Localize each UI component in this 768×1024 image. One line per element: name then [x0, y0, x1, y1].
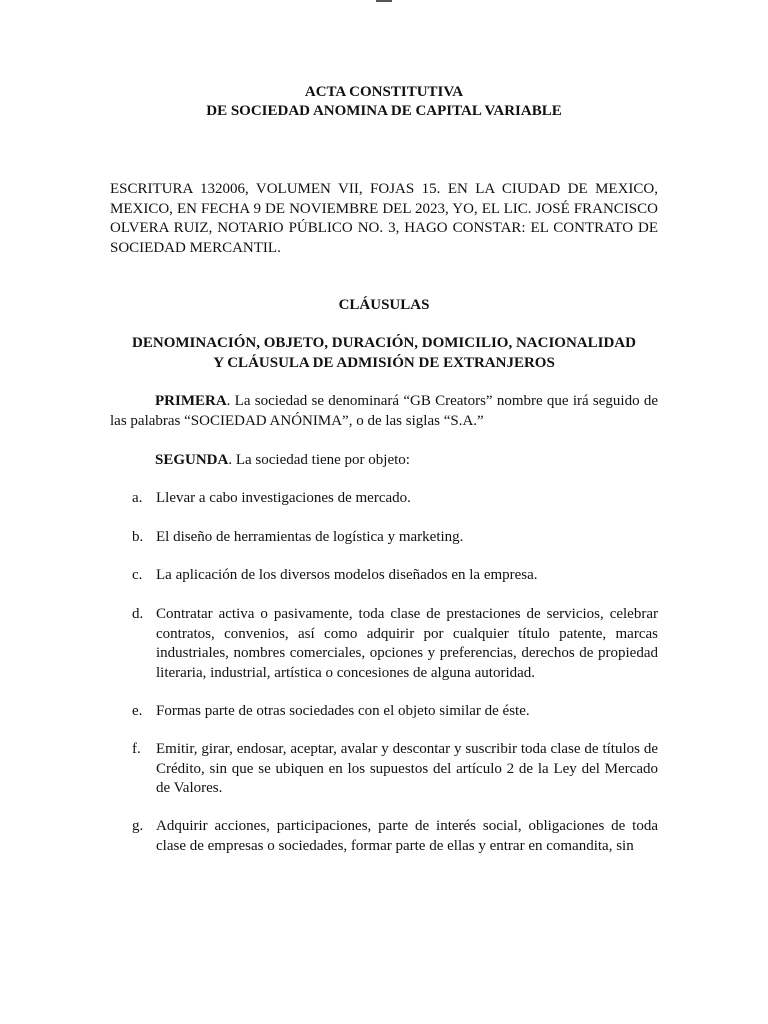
clause-segunda-label: SEGUNDA	[155, 452, 229, 468]
list-item	[110, 528, 658, 548]
document-title	[0, 83, 768, 121]
list-marker: c.	[132, 567, 143, 583]
intro-paragraph: ESCRITURA 132006, VOLUMEN VII, FOJAS 15. EN LA CIUDAD DE MEXICO, MEXICO, EN FECHA 9 DE NOVIEMBRE DEL 2023, YO, EL LIC. JOSÉ FRANCISCO OLVERA RUIZ, NOTARIO PÚBLICO NO. 3, HAGO CONSTAR: EL CONTRATO DE SOCIEDAD MERCANTIL.	[110, 181, 658, 256]
clause-primera-label: PRIMERA	[155, 393, 227, 409]
list-item	[110, 702, 658, 722]
clause-segunda	[110, 451, 658, 471]
list-item-text: Llevar a cabo investigaciones de mercado.	[156, 490, 411, 506]
list-item-text: Emitir, girar, endosar, aceptar, avalar y descontar y suscribir toda clase de títulos de Crédito, sin que se ubiquen en los supuestos del artículo 2 de la Ley del Mercado de Valores.	[156, 741, 658, 796]
list-item	[110, 740, 658, 799]
list-item-text: Adquirir acciones, participaciones, parte de interés social, obligaciones de toda clase de empresas o sociedades, formar parte de ellas y entrar en comandita, sin	[156, 818, 658, 854]
list-marker: e.	[132, 703, 143, 719]
clause-primera-text: . La sociedad se denominará “GB Creators” nombre que irá seguido de las palabras “SOCIEDAD ANÓNIMA”, o de las siglas “S.A.”	[110, 393, 658, 429]
list-marker: a.	[132, 490, 143, 506]
section-heading-line-2: Y CLÁUSULA DE ADMISIÓN DE EXTRANJEROS	[213, 354, 555, 371]
list-marker: g.	[132, 818, 144, 834]
section-heading-line-1: DENOMINACIÓN, OBJETO, DURACIÓN, DOMICILIO, NACIONALIDAD	[132, 335, 636, 351]
list-item-text: La aplicación de los diversos modelos diseñados en la empresa.	[156, 567, 538, 583]
list-item-text: Contratar activa o pasivamente, toda clase de prestaciones de servicios, celebrar contratos, convenios, así como adquirir por cualquier título patente, marcas industriales, nombres comerciales, opciones y preferencias, derechos de propiedad literaria, industrial, artística o concesiones de alguna autoridad.	[156, 606, 658, 681]
clause-segunda-text: . La sociedad tiene por objeto:	[228, 452, 410, 468]
list-item-text: El diseño de herramientas de logística y marketing.	[156, 529, 464, 545]
list-marker: b.	[132, 529, 144, 545]
clausulas-heading: CLÁUSULAS	[338, 297, 430, 313]
clause-primera	[110, 392, 658, 431]
list-item	[110, 566, 658, 586]
list-item-text: Formas parte de otras sociedades con el objeto similar de éste.	[156, 703, 530, 719]
page-top-mark	[376, 0, 392, 2]
title-line-1: ACTA CONSTITUTIVA	[304, 84, 464, 100]
title-line-2: DE SOCIEDAD ANOMINA DE CAPITAL VARIABLE	[206, 103, 562, 119]
section-heading	[110, 334, 658, 373]
list-item	[110, 605, 658, 683]
list-marker: f.	[132, 741, 141, 757]
list-item	[110, 817, 658, 856]
list-item	[110, 489, 658, 509]
list-marker: d.	[132, 606, 144, 622]
